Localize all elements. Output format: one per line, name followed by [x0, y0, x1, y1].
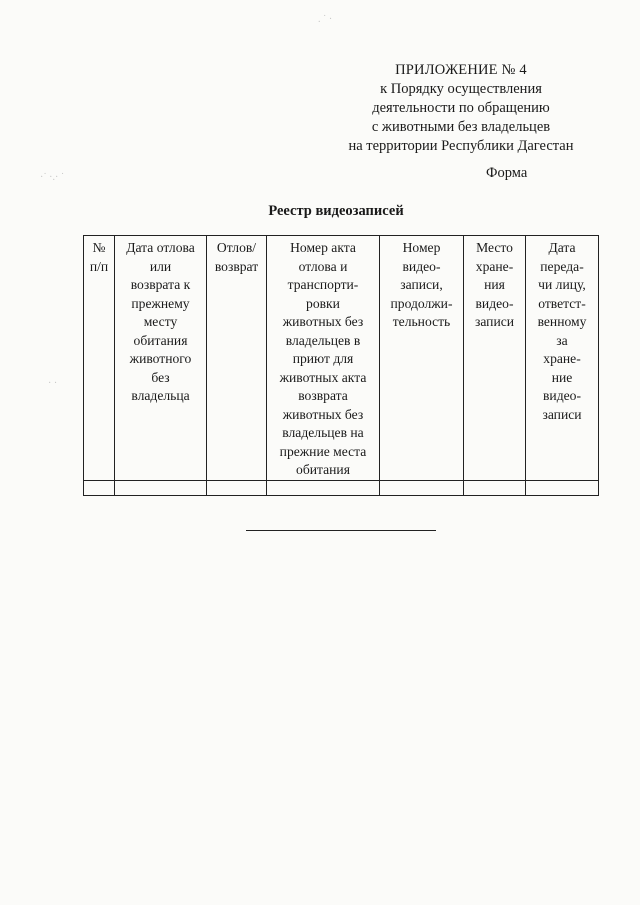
column-header-act-number: Номер акта отлова и транспорти- ровки животных без владельцев в приют для животных акта возврата животных без владельцев на прежние места обитания: [267, 236, 380, 481]
column-header-capture-return: Отлов/ возврат: [207, 236, 267, 481]
appendix-header: [330, 61, 592, 156]
table-cell: [380, 480, 464, 495]
column-header-storage-place: Место хране- ния видео- записи: [464, 236, 526, 481]
table-cell: [464, 480, 526, 495]
registry-title: Реестр видеозаписей: [268, 203, 404, 219]
form-label: Форма: [486, 165, 528, 181]
table-cell: [115, 480, 207, 495]
table-cell: [84, 480, 115, 495]
scan-speck: ·˙ ·.· ˙: [40, 172, 65, 183]
column-header-video-number: Номер видео- записи, продолжи- тельность: [380, 236, 464, 481]
scan-speck: . ˙ ·: [318, 14, 333, 25]
appendix-line-4: на территории Республики Дагестан: [348, 138, 574, 154]
column-header-transfer-date: Дата переда- чи лицу, ответст- венному за хране- ние видео- записи: [526, 236, 599, 481]
appendix-title: ПРИЛОЖЕНИЕ № 4: [395, 62, 527, 78]
appendix-line-3: с животными без владельцев: [371, 119, 551, 135]
table-cell: [526, 480, 599, 495]
column-header-capture-date: Дата отлова или возврата к прежнему месту обитания животного без владельца: [115, 236, 207, 481]
column-header-number: № п/п: [84, 236, 115, 481]
table-header-row: [84, 236, 599, 481]
appendix-line-2: деятельности по обращению: [372, 100, 550, 116]
signature-line: [246, 530, 436, 531]
registry-table: [83, 235, 598, 485]
table-cell: [267, 480, 380, 495]
table-cell: [207, 480, 267, 495]
table-row: [84, 480, 599, 495]
appendix-line-1: к Порядку осуществления: [380, 81, 542, 97]
scan-speck: · ·: [48, 378, 58, 389]
